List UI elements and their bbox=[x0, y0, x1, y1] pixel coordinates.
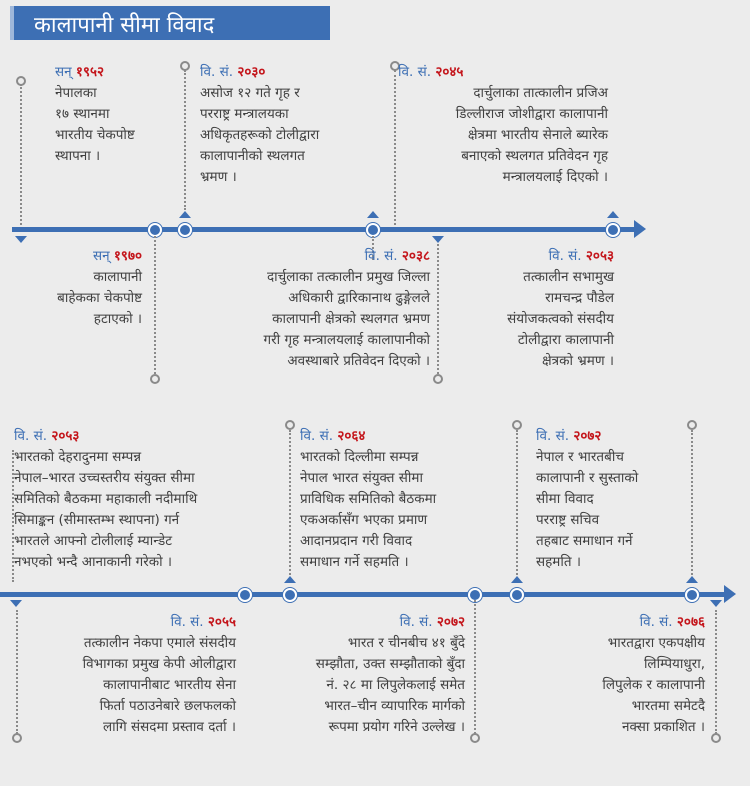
timeline-axis-2 bbox=[0, 592, 725, 597]
date-era-label: वि. सं. bbox=[639, 614, 673, 630]
connector-end bbox=[711, 733, 721, 743]
date-era-label: वि. सं. bbox=[398, 64, 432, 80]
timeline-event bbox=[530, 612, 705, 738]
event-description: दार्चुलाका तात्कालीन प्रजिअ डिल्लीराज जोशीद्वारा कालापानी क्षेत्रमा भारतीय सेनाले ब्यारेक बनाएको स्थलगत प्रतिवेदन गृह मन्त्रालयलाई दिएको । bbox=[455, 85, 608, 185]
title-accent-bar bbox=[10, 6, 14, 40]
event-description: भारतद्वारा एकपक्षीय लिम्पियाधुरा, लिपुलेक र कालापानी भारतमा समेटदै नक्सा प्रकाशित । bbox=[602, 635, 705, 735]
date-era-label: वि. सं. bbox=[399, 614, 433, 630]
event-date bbox=[200, 62, 380, 83]
connector-pointer bbox=[284, 576, 296, 583]
timeline-event bbox=[168, 246, 430, 372]
event-description: कालापानी बाहेकका चेकपोष्ट हटाएको । bbox=[57, 269, 142, 327]
title-banner bbox=[10, 6, 330, 40]
connector-pointer bbox=[710, 600, 722, 607]
event-date bbox=[10, 246, 142, 267]
connector-line bbox=[184, 70, 186, 210]
timeline-event bbox=[24, 612, 236, 738]
date-year: २०७२ bbox=[573, 428, 602, 444]
event-description: भारतको दिल्लीमा सम्पन्न नेपाल भारत संयुक्त सीमा प्राविधिक समितिको बैठकमा एकअर्कासँग भएका प्रमाण आदानप्रदान गरी विवाद समाधान गर्ने सहमति । bbox=[300, 449, 437, 570]
date-year: २०५३ bbox=[51, 428, 80, 444]
event-description: असोज १२ गते गृह र परराष्ट्र मन्त्रालयका अधिकृतहरूको टोलीद्वारा कालापानीको स्थलगत भ्रमण । bbox=[200, 85, 320, 185]
connector-end bbox=[433, 374, 443, 384]
date-era-label: वि. सं. bbox=[364, 248, 398, 264]
timeline-marker bbox=[685, 588, 699, 602]
connector-end bbox=[470, 733, 480, 743]
timeline-marker bbox=[606, 223, 620, 237]
timeline-event bbox=[262, 612, 465, 738]
connector-line bbox=[691, 430, 693, 575]
event-date bbox=[24, 612, 236, 633]
date-era-label: वि. सं. bbox=[170, 614, 204, 630]
connector-pointer bbox=[511, 576, 523, 583]
date-era-label: सन् bbox=[55, 64, 72, 80]
connector-end bbox=[512, 420, 522, 430]
timeline-marker bbox=[178, 223, 192, 237]
event-description: दार्चुलाका तत्कालीन प्रमुख जिल्ला अधिकारी द्वारिकानाथ ढुङ्गेलले कालापानी क्षेत्रको स्थलगत भ्रमण गरी गृह मन्त्रालयलाई कालापानीको अवस्थाबारे प्रतिवेदन दिएको । bbox=[263, 269, 430, 369]
connector-pointer bbox=[10, 600, 22, 607]
connector-end bbox=[150, 374, 160, 384]
date-year: २०५५ bbox=[207, 614, 236, 630]
timeline-event bbox=[10, 246, 142, 330]
date-era-label: सन् bbox=[92, 248, 110, 264]
date-era-label: वि. सं. bbox=[300, 428, 334, 444]
date-era-label: वि. सं. bbox=[14, 428, 48, 444]
connector-line bbox=[20, 84, 22, 225]
date-year: २०५३ bbox=[585, 248, 614, 264]
timeline-marker bbox=[283, 588, 297, 602]
connector-pointer bbox=[367, 211, 379, 218]
connector-end bbox=[16, 76, 26, 86]
date-year: २०७२ bbox=[436, 614, 465, 630]
connector-line bbox=[16, 610, 18, 734]
connector-pointer bbox=[179, 211, 191, 218]
event-date bbox=[262, 612, 465, 633]
connector-line bbox=[154, 236, 156, 374]
event-description: तत्कालीन नेकपा एमाले संसदीय विभागका प्रमुख केपी ओलीद्वारा कालापानीबाट भारतीय सेना फिर्ता पठाउनेबारे छलफलको लागि संसदमा प्रस्ताव दर्ता । bbox=[82, 635, 236, 735]
timeline-event bbox=[536, 426, 686, 573]
timeline-event bbox=[448, 246, 614, 372]
timeline-axis-1 bbox=[12, 227, 635, 232]
timeline-event bbox=[398, 62, 608, 188]
date-year: १९७० bbox=[113, 248, 142, 264]
timeline-arrow-2 bbox=[724, 585, 736, 603]
date-year: २०३८ bbox=[401, 248, 430, 264]
date-year: २०३० bbox=[237, 64, 266, 80]
event-description: भारतको देहरादुनमा सम्पन्न नेपाल–भारत उच्चस्तरीय संयुक्त सीमा समितिको बैठकमा महाकाली नदीमाथि सिमाङ्कन (सीमास्तम्भ स्थापना) गर्न भारतले आफ्नो टोलीलाई म्यान्डेट नभएको भन्दै आनाकानी गरेको । bbox=[14, 449, 198, 570]
connector-end bbox=[285, 420, 295, 430]
timeline-event bbox=[200, 62, 380, 188]
event-date bbox=[536, 426, 686, 447]
connector-line bbox=[289, 430, 291, 575]
event-description: नेपाल र भारतबीच कालापानी र सुस्ताको सीमा विवाद परराष्ट्र सचिव तहबाट समाधान गर्ने सहमति । bbox=[536, 449, 639, 570]
timeline-arrow-1 bbox=[634, 220, 646, 238]
connector-pointer bbox=[15, 236, 27, 243]
date-era-label: वि. सं. bbox=[536, 428, 570, 444]
event-date bbox=[168, 246, 430, 267]
timeline-event bbox=[300, 426, 505, 573]
event-description: तत्कालीन सभामुख रामचन्द्र पौडेल संयोजकत्वको संसदीय टोलीद्वारा कालापानी क्षेत्रको भ्रमण । bbox=[507, 269, 614, 369]
connector-pointer bbox=[607, 211, 619, 218]
date-year: २०४५ bbox=[435, 64, 464, 80]
timeline-marker bbox=[366, 223, 380, 237]
date-year: २०७६ bbox=[676, 614, 705, 630]
date-year: २०६४ bbox=[337, 428, 366, 444]
event-date bbox=[530, 612, 705, 633]
event-description: भारत र चीनबीच ४१ बुँदे सम्झौता, उक्त सम्झौताको बुँदा नं. २८ मा लिपुलेकलाई समेत भारत–चीन व्यापारिक मार्गको रूपमा प्रयोग गरिने उल्लेख । bbox=[315, 635, 465, 735]
connector-pointer bbox=[432, 236, 444, 243]
connector-pointer bbox=[686, 576, 698, 583]
event-date bbox=[398, 62, 608, 83]
event-date bbox=[300, 426, 505, 447]
timeline-marker bbox=[510, 588, 524, 602]
connector-line bbox=[516, 430, 518, 575]
connector-line bbox=[394, 70, 396, 225]
connector-line bbox=[437, 244, 439, 374]
date-era-label: वि. सं. bbox=[200, 64, 234, 80]
connector-end bbox=[687, 420, 697, 430]
connector-line bbox=[474, 600, 476, 734]
date-era-label: वि. सं. bbox=[548, 248, 582, 264]
timeline-event bbox=[55, 62, 180, 167]
timeline-marker bbox=[238, 588, 252, 602]
event-description: नेपालका १७ स्थानमा भारतीय चेकपोष्ट स्थापना । bbox=[55, 85, 135, 164]
connector-end bbox=[12, 733, 22, 743]
date-year: १९५२ bbox=[75, 64, 105, 80]
page-title: कालापानी सीमा विवाद bbox=[34, 13, 215, 38]
timeline-event bbox=[14, 426, 284, 573]
event-date bbox=[448, 246, 614, 267]
connector-line bbox=[715, 610, 717, 734]
event-date bbox=[14, 426, 284, 447]
timeline-marker bbox=[148, 223, 162, 237]
event-date bbox=[55, 62, 180, 83]
